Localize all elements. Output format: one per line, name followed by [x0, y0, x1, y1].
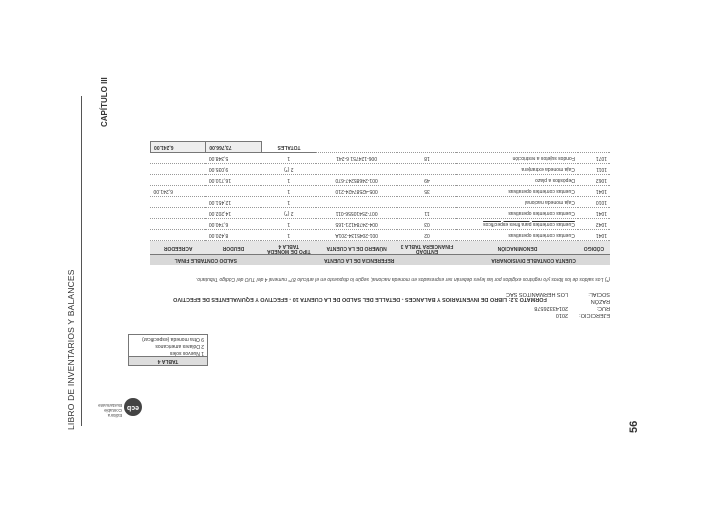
table-row: [151, 219, 611, 230]
logo-mark: ecb: [124, 398, 142, 416]
cell-moneda: 1: [261, 197, 316, 208]
cell-codigo: 1010: [578, 197, 610, 208]
column-header: TIPO DE MONEDA TABLA 4: [261, 241, 316, 255]
cell-codigo: 1041: [578, 230, 610, 241]
ruc-label: RUC:: [596, 305, 610, 311]
tabla4-row: 9 Otra moneda (especificar): [142, 336, 204, 342]
tabla4-row: 1 Nuevos soles: [169, 350, 204, 356]
group-header: CUENTA CONTABLE DIVISIONARIA: [457, 255, 610, 265]
ejercicio-label: EJERCICIO:: [579, 312, 610, 318]
cell-numero: 005-42587424-210: [316, 186, 396, 197]
cell-entidad: 49: [397, 175, 457, 186]
ruc-value: 20143326578: [534, 305, 568, 311]
cell-acreedor: [151, 197, 206, 208]
cell-denom: Depósitos a plazo: [457, 175, 578, 186]
tabla4-row: 2 Dólares americanos: [155, 343, 204, 349]
column-header: DENOMINACIÓN: [457, 241, 578, 255]
cell-acreedor: [151, 219, 206, 230]
cell-denom: Caja moneda extranjera: [457, 164, 578, 175]
group-header-row: [151, 255, 611, 265]
cell-acreedor: [151, 230, 206, 241]
logo-text: Editora Contable Bustamante: [97, 403, 122, 418]
tabla4-legend: [128, 334, 208, 366]
totals-row: [151, 142, 611, 153]
cell-entidad: 18: [397, 153, 457, 164]
column-header: ENTIDAD FINANCIERA TABLA 3: [397, 241, 457, 255]
cell-entidad: [397, 164, 457, 175]
cell-moneda: 2 (*): [261, 208, 316, 219]
footnote: (*) Los saldos de los libros y/o registros exigidos por las leyes deberán ser expresados en moneda nacional, según lo dispuesto en el artículo 87° numeral 4 del TUO del Código Tributario.: [195, 276, 610, 282]
table-row: [151, 164, 611, 175]
document-title: FORMATO 3.2: LIBRO DE INVENTARIOS Y BALANCES - DETALLE DEL SALDO DE LA CUENTA 10 - EFECTIVO Y EQUIVALENTES DE EFECTIVO: [173, 296, 547, 302]
table-row: [151, 197, 611, 208]
razon-value: LOS HERMANITOS SAC: [506, 291, 568, 297]
publisher-logo: [94, 376, 142, 422]
cell-moneda: 1: [261, 175, 316, 186]
cell-codigo: 1071: [578, 153, 610, 164]
cell-acreedor: [151, 175, 206, 186]
page-number: 56: [628, 420, 640, 433]
cell-codigo: 1041: [578, 186, 610, 197]
cell-deudor: 8,420.00: [206, 230, 261, 241]
cell-denom: Fondos sujetos a restricción: [457, 153, 578, 164]
rotated-page-content: [97, 70, 620, 430]
header-info: [410, 290, 610, 318]
razon-label: RAZÓN SOCIAL:: [588, 291, 610, 304]
total-deudor: 73,766.00: [206, 142, 261, 153]
cell-moneda: 1: [261, 153, 316, 164]
cell-entidad: 11: [397, 208, 457, 219]
table-row: [151, 175, 611, 186]
cell-deudor: [206, 186, 261, 197]
cell-denom: Cuentas corrientes para fines específicos: [457, 219, 578, 230]
cell-acreedor: [151, 153, 206, 164]
table-row: [151, 230, 611, 241]
cell-denom: Cuentas corrientes operativas: [457, 230, 578, 241]
cell-deudor: 12,451.00: [206, 197, 261, 208]
cell-moneda: 1: [261, 186, 316, 197]
cell-moneda: 1: [261, 230, 316, 241]
table-row: [151, 153, 611, 164]
totals-spacer: [316, 142, 610, 153]
cell-codigo: 1011: [578, 164, 610, 175]
cell-codigo: 1041: [578, 208, 610, 219]
cell-deudor: 16,710.00: [206, 175, 261, 186]
cell-entidad: 35: [397, 186, 457, 197]
table-row: [151, 208, 611, 219]
group-header: SALDO CONTABLE FINAL: [151, 255, 262, 265]
cell-entidad: 03: [397, 219, 457, 230]
cell-acreedor: [151, 164, 206, 175]
margin-rule: [81, 96, 82, 426]
cell-numero: 001-2045134-201A: [316, 230, 396, 241]
column-header: ACREEDOR: [151, 241, 206, 255]
column-header: DEUDOR: [206, 241, 261, 255]
cell-codigo: 1042: [578, 219, 610, 230]
cell-numero: [316, 197, 396, 208]
cell-numero: [316, 164, 396, 175]
cell-moneda: 2 (*): [261, 164, 316, 175]
cell-denom: Caja moneda nacional: [457, 197, 578, 208]
cell-entidad: [397, 197, 457, 208]
cell-acreedor: [151, 208, 206, 219]
cell-entidad: 02: [397, 230, 457, 241]
cell-numero: 001-24685247-670: [316, 175, 396, 186]
column-header-row: [151, 241, 611, 255]
total-acreedor: 6,241.00: [151, 142, 206, 153]
cell-denom: Cuentas corrientes operativas: [457, 186, 578, 197]
chapter-label: CAPÍTULO III: [100, 77, 109, 127]
totals-label: TOTALES: [261, 142, 316, 153]
cell-deudor: 6,740.00: [206, 219, 261, 230]
cell-deudor: 9,035.00: [206, 164, 261, 175]
cell-moneda: 1: [261, 219, 316, 230]
balance-table: [150, 142, 610, 266]
ejercicio-value: 2010: [555, 312, 568, 318]
group-header: REFERENCIA DE LA CUENTA: [261, 255, 457, 265]
cell-numero: 006-124751 6-241: [316, 153, 396, 164]
tabla4-title: TABLA 4: [129, 356, 207, 365]
table-row: [151, 186, 611, 197]
cell-numero: 007-25410556-011: [316, 208, 396, 219]
cell-deudor: 5,348.00: [206, 153, 261, 164]
cell-numero: 004-24784121-165: [316, 219, 396, 230]
cell-codigo: 1062: [578, 175, 610, 186]
column-header: CÓDIGO: [578, 241, 610, 255]
column-header: NÚMERO DE LA CUENTA: [316, 241, 396, 255]
cell-denom: Cuentas corrientes operativas: [457, 208, 578, 219]
cell-deudor: 14,202.00: [206, 208, 261, 219]
cell-acreedor: 6,241.00: [151, 186, 206, 197]
book-title: LIBRO DE INVENTARIOS Y BALANCES: [66, 269, 76, 430]
